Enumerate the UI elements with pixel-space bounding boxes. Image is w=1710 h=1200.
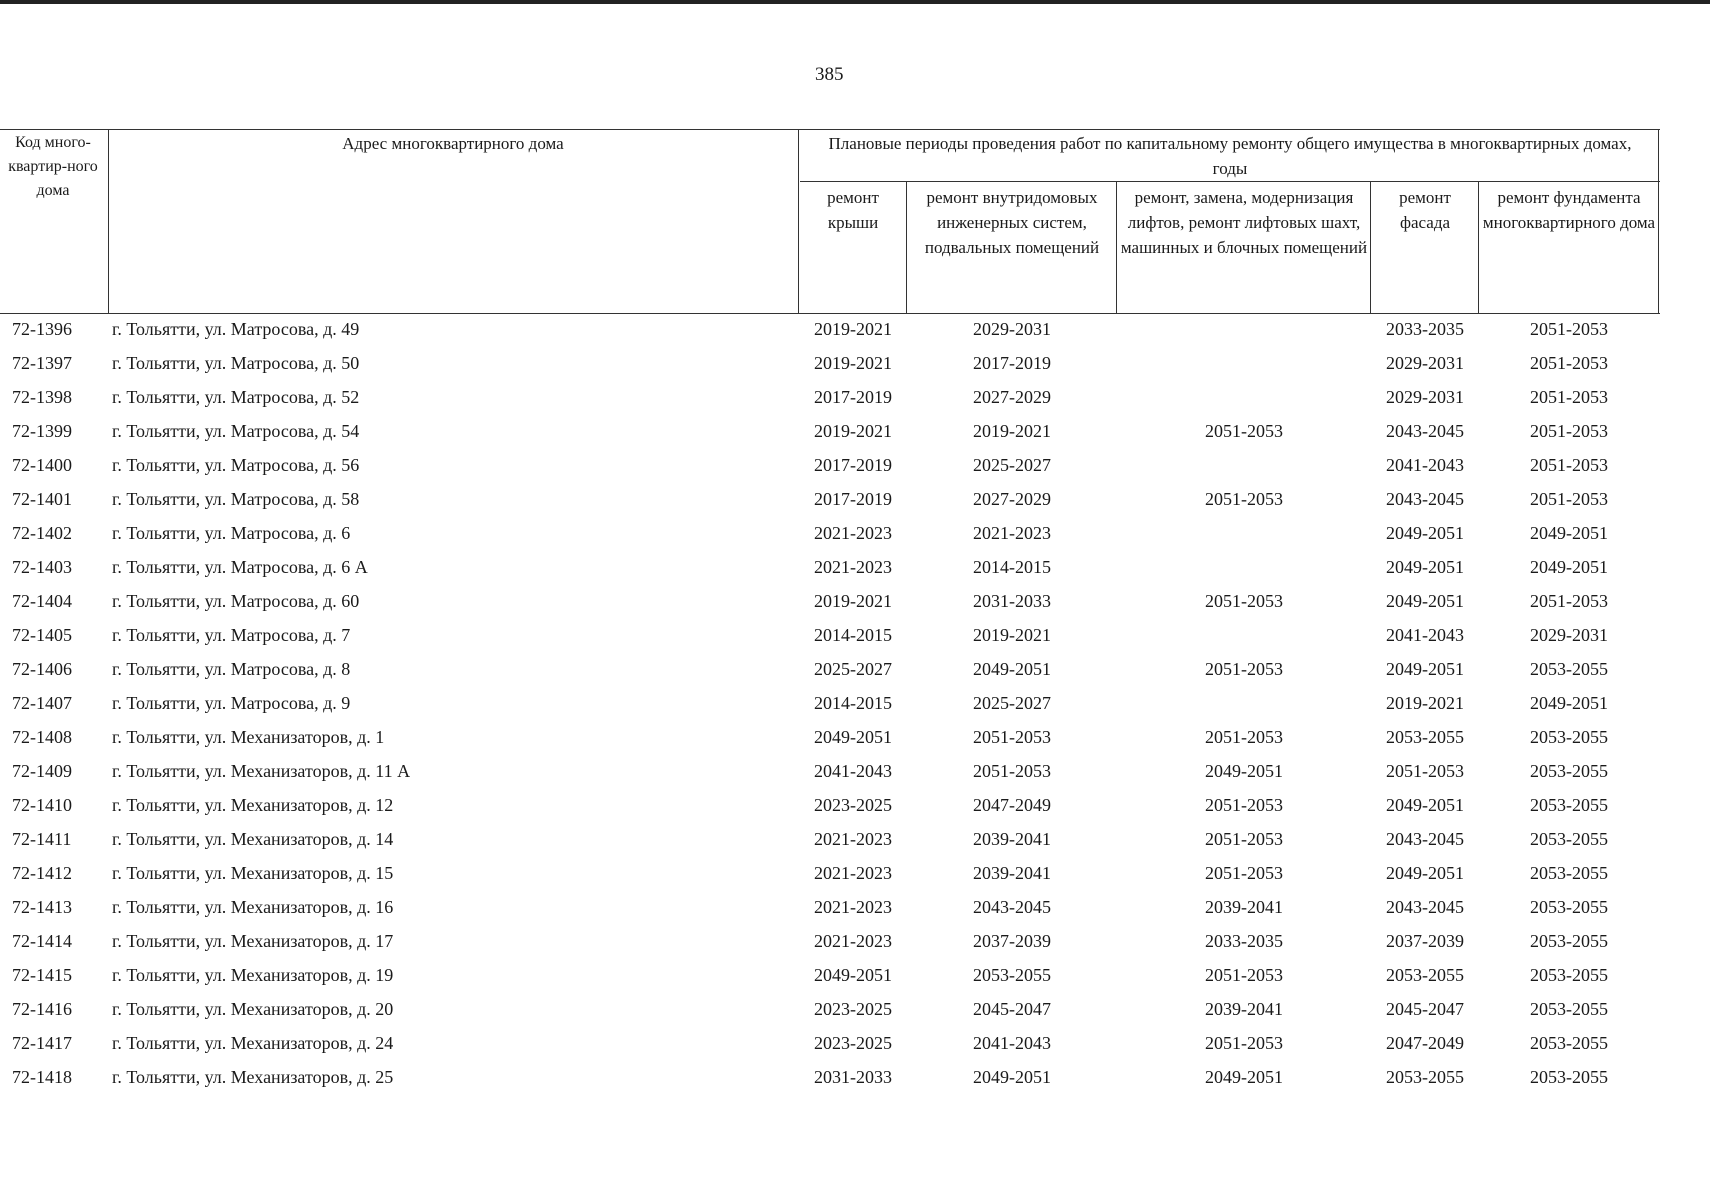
- foundation-repair-period: 2051-2053: [1530, 319, 1608, 339]
- roof-repair-period: 2023-2025: [814, 1033, 892, 1053]
- house-code: 72-1410: [12, 795, 72, 815]
- engineering-repair-period: 2053-2055: [973, 965, 1051, 985]
- engineering-repair-period: 2037-2039: [973, 931, 1051, 951]
- header-foundation: ремонт фундамента многоквартирного дома: [1482, 188, 1656, 232]
- lift-repair-period: 2049-2051: [1205, 761, 1283, 781]
- facade-repair-period: 2029-2031: [1386, 353, 1464, 373]
- lift-repair-period: 2033-2035: [1205, 931, 1283, 951]
- house-code: 72-1414: [12, 931, 72, 951]
- lift-repair-period: 2051-2053: [1205, 965, 1283, 985]
- facade-repair-period: 2041-2043: [1386, 625, 1464, 645]
- facade-repair-period: 2029-2031: [1386, 387, 1464, 407]
- lift-repair-period: 2039-2041: [1205, 897, 1283, 917]
- lift-repair-period: 2051-2053: [1205, 1033, 1283, 1053]
- house-code: 72-1404: [12, 591, 72, 611]
- table-row: [0, 822, 1660, 856]
- house-address: г. Тольятти, ул. Механизаторов, д. 25: [112, 1067, 394, 1087]
- house-address: г. Тольятти, ул. Матросова, д. 6: [112, 523, 351, 543]
- house-address: г. Тольятти, ул. Механизаторов, д. 1: [112, 727, 385, 747]
- facade-repair-period: 2043-2045: [1386, 421, 1464, 441]
- engineering-repair-period: 2045-2047: [973, 999, 1051, 1019]
- engineering-repair-period: 2049-2051: [973, 659, 1051, 679]
- house-code: 72-1402: [12, 523, 72, 543]
- foundation-repair-period: 2053-2055: [1530, 1067, 1608, 1087]
- table-row: [0, 924, 1660, 958]
- house-address: г. Тольятти, ул. Матросова, д. 56: [112, 455, 360, 475]
- lift-repair-period: 2051-2053: [1205, 863, 1283, 883]
- table-row: [0, 652, 1660, 686]
- table-row: [0, 686, 1660, 720]
- roof-repair-period: 2021-2023: [814, 863, 892, 883]
- header-engineering: ремонт внутридомовых инженерных систем, подвальных помещений: [924, 188, 1100, 257]
- header-address: Адрес многоквартирного дома: [342, 134, 564, 153]
- house-code: 72-1412: [12, 863, 72, 883]
- facade-repair-period: 2053-2055: [1386, 965, 1464, 985]
- table-row: [0, 346, 1660, 380]
- table-row: [0, 1060, 1660, 1094]
- foundation-repair-period: 2053-2055: [1530, 795, 1608, 815]
- roof-repair-period: 2049-2051: [814, 965, 892, 985]
- table-header: [0, 129, 1660, 316]
- header-group-rule: [800, 181, 1660, 182]
- house-address: г. Тольятти, ул. Механизаторов, д. 15: [112, 863, 394, 883]
- table-row: [0, 788, 1660, 822]
- lift-repair-period: 2051-2053: [1205, 489, 1283, 509]
- roof-repair-period: 2014-2015: [814, 693, 892, 713]
- facade-repair-period: 2049-2051: [1386, 863, 1464, 883]
- header-divider: [1658, 129, 1659, 314]
- house-code: 72-1401: [12, 489, 72, 509]
- house-code: 72-1409: [12, 761, 72, 781]
- header-divider: [108, 129, 109, 314]
- house-address: г. Тольятти, ул. Матросова, д. 54: [112, 421, 360, 441]
- table-row: [0, 414, 1660, 448]
- house-code: 72-1399: [12, 421, 72, 441]
- roof-repair-period: 2025-2027: [814, 659, 892, 679]
- table-row: [0, 550, 1660, 584]
- facade-repair-period: 2049-2051: [1386, 659, 1464, 679]
- engineering-repair-period: 2051-2053: [973, 761, 1051, 781]
- foundation-repair-period: 2051-2053: [1530, 455, 1608, 475]
- foundation-repair-period: 2053-2055: [1530, 999, 1608, 1019]
- roof-repair-period: 2021-2023: [814, 897, 892, 917]
- house-code: 72-1408: [12, 727, 72, 747]
- table-row: [0, 754, 1660, 788]
- house-address: г. Тольятти, ул. Механизаторов, д. 16: [112, 897, 394, 917]
- foundation-repair-period: 2051-2053: [1530, 489, 1608, 509]
- roof-repair-period: 2023-2025: [814, 795, 892, 815]
- house-address: г. Тольятти, ул. Матросова, д. 58: [112, 489, 360, 509]
- facade-repair-period: 2043-2045: [1386, 829, 1464, 849]
- roof-repair-period: 2023-2025: [814, 999, 892, 1019]
- house-code: 72-1397: [12, 353, 72, 373]
- facade-repair-period: 2045-2047: [1386, 999, 1464, 1019]
- house-code: 72-1400: [12, 455, 72, 475]
- engineering-repair-period: 2039-2041: [973, 829, 1051, 849]
- table-row: [0, 380, 1660, 414]
- house-code: 72-1405: [12, 625, 72, 645]
- roof-repair-period: 2021-2023: [814, 931, 892, 951]
- page-number: 385: [815, 64, 844, 85]
- roof-repair-period: 2041-2043: [814, 761, 892, 781]
- house-address: г. Тольятти, ул. Механизаторов, д. 11 А: [112, 761, 411, 781]
- house-code: 72-1398: [12, 387, 72, 407]
- lift-repair-period: 2051-2053: [1205, 795, 1283, 815]
- lift-repair-period: 2051-2053: [1205, 659, 1283, 679]
- table-row: [0, 482, 1660, 516]
- house-address: г. Тольятти, ул. Механизаторов, д. 12: [112, 795, 394, 815]
- facade-repair-period: 2049-2051: [1386, 557, 1464, 577]
- table-row: [0, 448, 1660, 482]
- header-top-rule: [0, 129, 1660, 130]
- table-row: [0, 890, 1660, 924]
- header-code: Код много-квартир-ного дома: [8, 134, 98, 199]
- foundation-repair-period: 2053-2055: [1530, 897, 1608, 917]
- engineering-repair-period: 2021-2023: [973, 523, 1051, 543]
- facade-repair-period: 2043-2045: [1386, 897, 1464, 917]
- facade-repair-period: 2049-2051: [1386, 523, 1464, 543]
- roof-repair-period: 2021-2023: [814, 829, 892, 849]
- house-code: 72-1415: [12, 965, 72, 985]
- header-divider: [906, 181, 907, 314]
- facade-repair-period: 2033-2035: [1386, 319, 1464, 339]
- top-border-rule: [0, 0, 1710, 4]
- foundation-repair-period: 2053-2055: [1530, 931, 1608, 951]
- house-address: г. Тольятти, ул. Механизаторов, д. 17: [112, 931, 394, 951]
- lift-repair-period: 2039-2041: [1205, 999, 1283, 1019]
- house-address: г. Тольятти, ул. Механизаторов, д. 19: [112, 965, 394, 985]
- engineering-repair-period: 2027-2029: [973, 387, 1051, 407]
- foundation-repair-period: 2051-2053: [1530, 591, 1608, 611]
- header-lift: ремонт, замена, модернизация лифтов, ремонт лифтовых шахт, машинных и блочных помещений: [1120, 188, 1368, 257]
- house-address: г. Тольятти, ул. Матросова, д. 6 А: [112, 557, 368, 577]
- roof-repair-period: 2017-2019: [814, 489, 892, 509]
- house-address: г. Тольятти, ул. Механизаторов, д. 20: [112, 999, 394, 1019]
- header-periods-group: Плановые периоды проведения работ по капитальному ремонту общего имущества в многоквартирных домах, годы: [828, 134, 1632, 178]
- foundation-repair-period: 2051-2053: [1530, 421, 1608, 441]
- engineering-repair-period: 2029-2031: [973, 319, 1051, 339]
- house-code: 72-1406: [12, 659, 72, 679]
- house-address: г. Тольятти, ул. Матросова, д. 50: [112, 353, 360, 373]
- engineering-repair-period: 2027-2029: [973, 489, 1051, 509]
- lift-repair-period: 2051-2053: [1205, 591, 1283, 611]
- house-code: 72-1417: [12, 1033, 72, 1053]
- table-row: [0, 720, 1660, 754]
- lift-repair-period: 2051-2053: [1205, 829, 1283, 849]
- house-code: 72-1403: [12, 557, 72, 577]
- roof-repair-period: 2014-2015: [814, 625, 892, 645]
- roof-repair-period: 2019-2021: [814, 421, 892, 441]
- engineering-repair-period: 2049-2051: [973, 1067, 1051, 1087]
- roof-repair-period: 2031-2033: [814, 1067, 892, 1087]
- engineering-repair-period: 2019-2021: [973, 625, 1051, 645]
- foundation-repair-period: 2049-2051: [1530, 557, 1608, 577]
- foundation-repair-period: 2053-2055: [1530, 829, 1608, 849]
- engineering-repair-period: 2017-2019: [973, 353, 1051, 373]
- roof-repair-period: 2019-2021: [814, 319, 892, 339]
- facade-repair-period: 2049-2051: [1386, 591, 1464, 611]
- facade-repair-period: 2043-2045: [1386, 489, 1464, 509]
- facade-repair-period: 2051-2053: [1386, 761, 1464, 781]
- house-address: г. Тольятти, ул. Матросова, д. 49: [112, 319, 360, 339]
- house-code: 72-1416: [12, 999, 72, 1019]
- header-divider: [1116, 181, 1117, 314]
- foundation-repair-period: 2051-2053: [1530, 353, 1608, 373]
- roof-repair-period: 2021-2023: [814, 557, 892, 577]
- table-row: [0, 516, 1660, 550]
- engineering-repair-period: 2014-2015: [973, 557, 1051, 577]
- table-row: [0, 584, 1660, 618]
- engineering-repair-period: 2025-2027: [973, 455, 1051, 475]
- foundation-repair-period: 2051-2053: [1530, 387, 1608, 407]
- header-roof: ремонт крыши: [827, 188, 879, 232]
- engineering-repair-period: 2043-2045: [973, 897, 1051, 917]
- house-address: г. Тольятти, ул. Матросова, д. 9: [112, 693, 351, 713]
- house-address: г. Тольятти, ул. Механизаторов, д. 14: [112, 829, 394, 849]
- facade-repair-period: 2047-2049: [1386, 1033, 1464, 1053]
- header-divider: [1370, 181, 1371, 314]
- foundation-repair-period: 2053-2055: [1530, 727, 1608, 747]
- facade-repair-period: 2041-2043: [1386, 455, 1464, 475]
- facade-repair-period: 2053-2055: [1386, 727, 1464, 747]
- facade-repair-period: 2053-2055: [1386, 1067, 1464, 1087]
- roof-repair-period: 2049-2051: [814, 727, 892, 747]
- facade-repair-period: 2037-2039: [1386, 931, 1464, 951]
- house-address: г. Тольятти, ул. Матросова, д. 8: [112, 659, 351, 679]
- roof-repair-period: 2017-2019: [814, 455, 892, 475]
- table-row: [0, 1026, 1660, 1060]
- facade-repair-period: 2049-2051: [1386, 795, 1464, 815]
- engineering-repair-period: 2031-2033: [973, 591, 1051, 611]
- roof-repair-period: 2021-2023: [814, 523, 892, 543]
- engineering-repair-period: 2019-2021: [973, 421, 1051, 441]
- table-row: [0, 958, 1660, 992]
- lift-repair-period: 2051-2053: [1205, 727, 1283, 747]
- house-address: г. Тольятти, ул. Матросова, д. 60: [112, 591, 360, 611]
- lift-repair-period: 2049-2051: [1205, 1067, 1283, 1087]
- foundation-repair-period: 2049-2051: [1530, 693, 1608, 713]
- table-row: [0, 618, 1660, 652]
- engineering-repair-period: 2025-2027: [973, 693, 1051, 713]
- foundation-repair-period: 2053-2055: [1530, 1033, 1608, 1053]
- roof-repair-period: 2019-2021: [814, 591, 892, 611]
- foundation-repair-period: 2053-2055: [1530, 761, 1608, 781]
- house-address: г. Тольятти, ул. Матросова, д. 52: [112, 387, 360, 407]
- house-code: 72-1418: [12, 1067, 72, 1087]
- engineering-repair-period: 2051-2053: [973, 727, 1051, 747]
- foundation-repair-period: 2053-2055: [1530, 863, 1608, 883]
- foundation-repair-period: 2053-2055: [1530, 965, 1608, 985]
- lift-repair-period: 2051-2053: [1205, 421, 1283, 441]
- table-row: [0, 312, 1660, 346]
- engineering-repair-period: 2047-2049: [973, 795, 1051, 815]
- header-divider: [798, 129, 799, 314]
- header-divider: [1478, 181, 1479, 314]
- header-facade: ремонт фасада: [1399, 188, 1451, 232]
- engineering-repair-period: 2041-2043: [973, 1033, 1051, 1053]
- house-code: 72-1396: [12, 319, 72, 339]
- house-code: 72-1407: [12, 693, 72, 713]
- roof-repair-period: 2017-2019: [814, 387, 892, 407]
- house-code: 72-1413: [12, 897, 72, 917]
- foundation-repair-period: 2053-2055: [1530, 659, 1608, 679]
- foundation-repair-period: 2049-2051: [1530, 523, 1608, 543]
- foundation-repair-period: 2029-2031: [1530, 625, 1608, 645]
- house-code: 72-1411: [12, 829, 72, 849]
- engineering-repair-period: 2039-2041: [973, 863, 1051, 883]
- table-row: [0, 856, 1660, 890]
- roof-repair-period: 2019-2021: [814, 353, 892, 373]
- table-row: [0, 992, 1660, 1026]
- facade-repair-period: 2019-2021: [1386, 693, 1464, 713]
- house-address: г. Тольятти, ул. Матросова, д. 7: [112, 625, 351, 645]
- house-address: г. Тольятти, ул. Механизаторов, д. 24: [112, 1033, 394, 1053]
